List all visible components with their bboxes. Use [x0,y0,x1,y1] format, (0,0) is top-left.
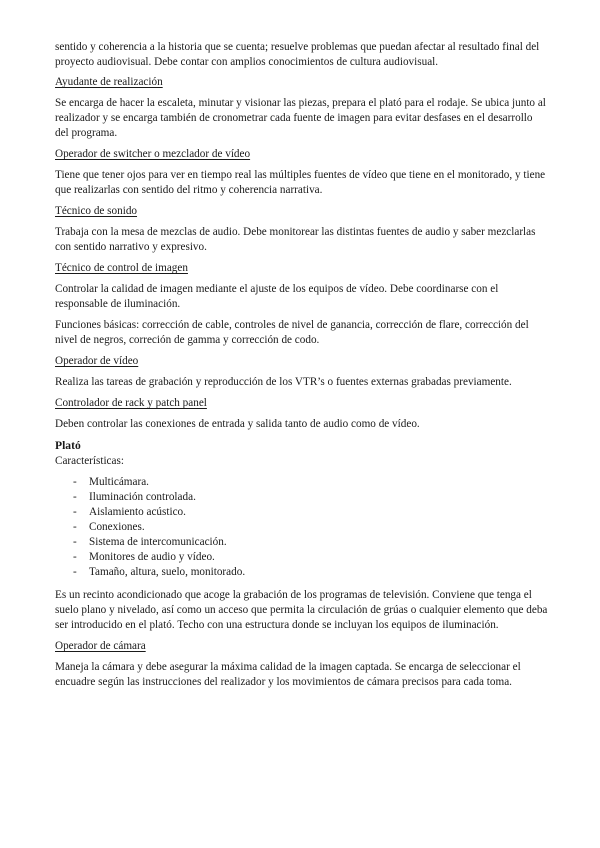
plato-title: Plató [55,439,81,452]
section-heading: Ayudante de realización [55,76,163,88]
feature-item: - Conexiones. [73,520,548,535]
plato-section [55,438,548,633]
section-heading: Operador de vídeo [55,355,139,367]
section [55,204,548,255]
intro-paragraph: sentido y coherencia a la historia que se cuenta; resuelve problemas que puedan afectar al resultado final del proyecto audiovisual. Debe contar con amplios conocimientos de cultura audiovisual. [55,41,540,68]
feature-item: - Multicámara. [73,475,548,490]
section [55,75,548,141]
section-heading: Operador de switcher o mezclador de vídeo [55,148,251,160]
plato-description: Es un recinto acondicionado que acoge la grabación de los programas de televisión. Conviene que tenga el suelo plano y nivelado, así como un acceso que permita la circulación de grúas o cualquier elemento que deba ser introducido en el plató. Techo con una estructura donde se incluyan los equipos de iluminación. [55,589,548,631]
section-paragraph: Tiene que tener ojos para ver en tiempo real las múltiples fuentes de vídeo que tiene en el monitorado, y tiene que realizarlas con sentido del ritmo y coherencia narrativa. [55,169,546,196]
plato-subtitle: Características: [55,455,124,467]
sections-bottom [55,639,548,690]
feature-item: - Monitores de audio y vídeo. [73,550,548,565]
section [55,354,548,390]
section [55,147,548,198]
section [55,639,548,690]
section-heading: Técnico de sonido [55,205,138,217]
plato-features-list [55,475,548,580]
section-paragraph: Realiza las tareas de grabación y reproducción de los VTR’s o fuentes externas grabadas previamente. [55,376,512,388]
section [55,396,548,432]
sections-top [55,75,548,432]
feature-item: - Aislamiento acústico. [73,505,548,520]
section-paragraph: Maneja la cámara y debe asegurar la máxima calidad de la imagen captada. Se encarga de seleccionar el encuadre según las instrucciones del realizador y los movimientos de cámara precisos para cada toma. [55,661,521,688]
feature-item: - Tamaño, altura, suelo, monitorado. [73,565,548,580]
section-paragraph: Se encarga de hacer la escaleta, minutar y visionar las piezas, prepara el plató para el rodaje. Se ubica junto al realizador y se encarga también de cronometrar cada fuente de imagen para evitar desfases en el desarrollo del programa. [55,97,546,139]
section-paragraph: Funciones básicas: corrección de cable, controles de nivel de ganancia, corrección de flare, corrección del nivel de negros, correción de gamma y corrección de codo. [55,319,529,346]
section-paragraph: Controlar la calidad de imagen mediante el ajuste de los equipos de vídeo. Debe coordinarse con el responsable de iluminación. [55,283,499,310]
section-heading: Controlador de rack y patch panel [55,397,207,409]
section [55,261,548,348]
feature-item: - Iluminación controlada. [73,490,548,505]
section-heading: Técnico de control de imagen [55,262,188,274]
feature-item: - Sistema de intercomunicación. [73,535,548,550]
section-paragraph: Trabaja con la mesa de mezclas de audio. Debe monitorear las distintas fuentes de audio y saber mezclarlas con sentido narrativo y expresivo. [55,226,536,253]
section-heading: Operador de cámara [55,640,146,652]
section-paragraph: Deben controlar las conexiones de entrada y salida tanto de audio como de vídeo. [55,418,420,430]
